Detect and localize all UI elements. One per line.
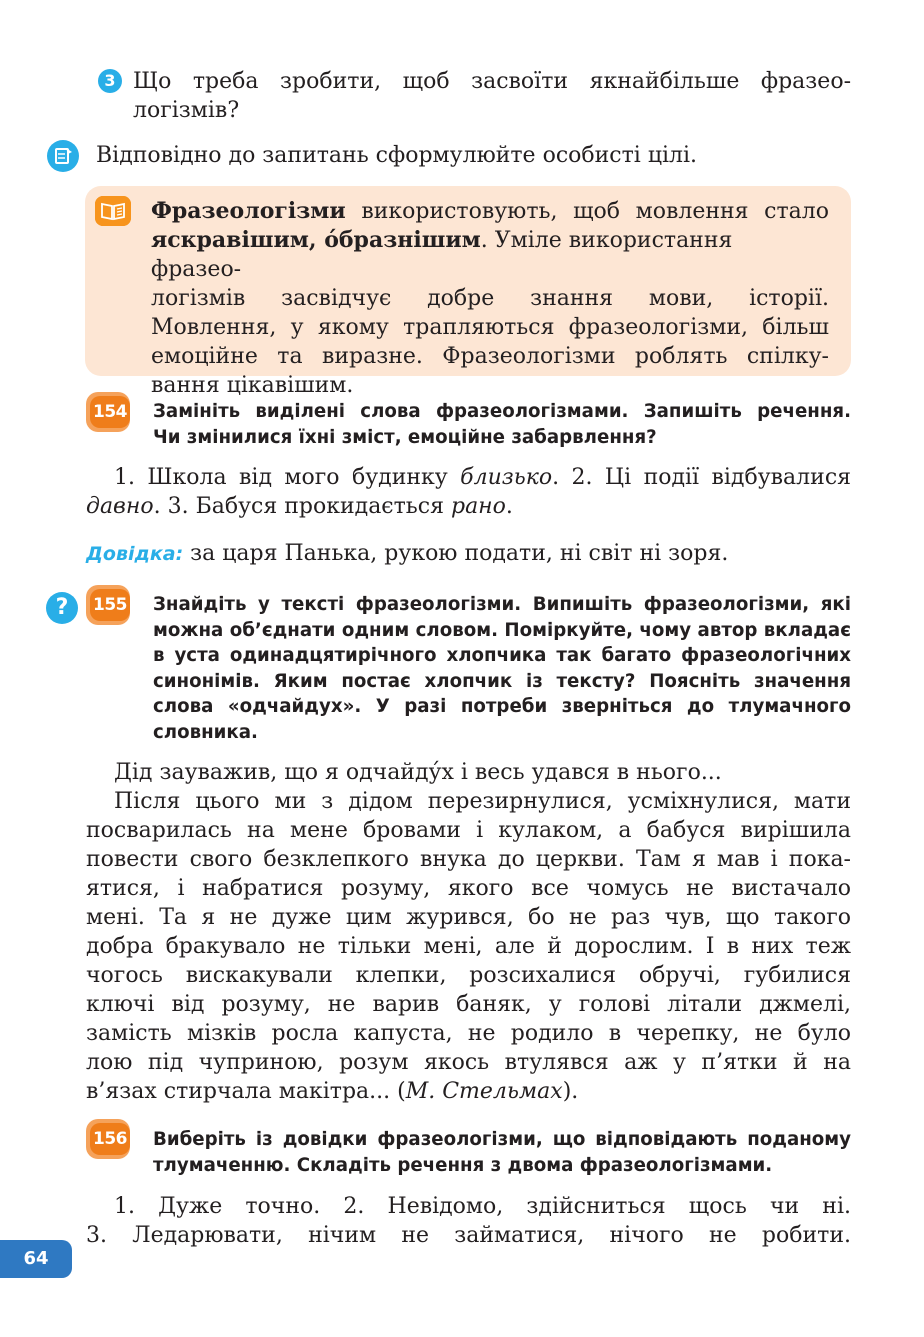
text-line: чогось вискакували клепки, розсихалися обручі, губилися [86, 963, 851, 988]
text-fragment: в’язах стирчала макітра... ( [86, 1079, 406, 1104]
exercise-154-task [153, 399, 851, 450]
exercise-number: 154 [90, 396, 130, 428]
text-line: ключі від розуму, не варив баняк, у голові літали джмелі, [86, 992, 851, 1017]
task-line: в уста одинадцятирічного хлопчика так багато фразеологічних [153, 645, 851, 666]
book-icon [95, 196, 131, 226]
highlighted-word: близько [460, 465, 553, 490]
rule-line: Мовлення, у якому трапляються фразеологізми, більш [151, 315, 829, 340]
task-line: можна об’єднати одним словом. Поміркуйте, чому автор вкладає [153, 619, 851, 641]
rule-emphasis: яскравішим, о́бразнішим [151, 227, 481, 253]
hint-text: за царя Панька, рукою подати, ні світ ні зоря. [183, 541, 729, 566]
text-line: Дід зауважив, що я одчайду́х і весь удався в нього... [114, 760, 722, 785]
goals-icon [47, 140, 79, 172]
rule-line: вання цікавішим. [151, 373, 354, 398]
task-line: тлумаченню. Складіть речення з двома фразеологізмами. [153, 1154, 773, 1176]
exercise-155-text [86, 758, 851, 1106]
hint-label: Довідка: [86, 543, 184, 565]
text-line: повести свого безклепкого внука до церкви. Там я мав і пока- [86, 847, 851, 872]
exercise-154-sentences [86, 463, 851, 521]
question-3-text [133, 67, 851, 125]
exercise-number: 156 [90, 1123, 130, 1155]
text-line: лою під чуприною, розум якось втулявся аж у п’ятки й на [86, 1050, 851, 1075]
question-3-line-2: логізмів? [133, 98, 240, 123]
text-line: замість мізків росла капуста, не родило в черепку, не було [86, 1021, 851, 1046]
rule-line: логізмів засвідчує добре знання мови, історії. [151, 286, 829, 311]
exercise-155-task [153, 592, 851, 745]
question-mark-icon: ? [46, 592, 78, 624]
rule-line [151, 197, 829, 226]
page-number: 64 [0, 1240, 72, 1278]
author-name: М. Стельмах [405, 1079, 563, 1104]
rule-text-fragment: використовують, щоб мовлення стало [345, 199, 829, 224]
task-line: Чи змінилися їхні зміст, емоційне забарвлення? [153, 426, 657, 448]
rule-term: Фразеологізми [151, 198, 346, 224]
text-line: ятися, і набратися розуму, якого все чомусь не вистачало [86, 876, 851, 901]
task-line: слова «одчайдух». У разі потреби зверніться до тлумачного [153, 696, 851, 717]
exercise-156-badge [86, 1119, 130, 1159]
task-line: словника. [153, 721, 258, 743]
item-line: 1. Дуже точно. 2. Невідомо, здійсниться щось чи ні. [114, 1194, 851, 1219]
text-fragment: . 2. Ці події відбувалися [552, 465, 852, 490]
exercise-154-badge [86, 392, 130, 432]
text-fragment: ). [562, 1079, 579, 1104]
exercise-155-badge [86, 585, 130, 625]
item-line: 3. Ледарювати, нічим не займатися, нічого не робити. [86, 1223, 851, 1248]
text-fragment: . 3. Бабуся прокидається [153, 494, 451, 519]
exercise-number: 155 [90, 589, 130, 621]
text-line: мені. Та я не дуже цим журився, бо не раз чув, що такого [86, 905, 851, 930]
text-line [86, 1077, 851, 1106]
exercise-156-items [86, 1192, 851, 1250]
hint-line [86, 539, 728, 569]
rule-line: емоційне та виразне. Фразеологізми роблять спілку- [151, 344, 829, 369]
sentence-line [86, 463, 851, 492]
text-fragment: . [505, 494, 513, 519]
highlighted-word: давно [86, 494, 154, 519]
question-number-badge: 3 [98, 69, 122, 93]
task-line: синонімів. Яким постає хлопчик із тексту? Поясніть значення [153, 670, 851, 692]
exercise-156-task [153, 1127, 851, 1178]
text-line: Після цього ми з дідом перезирнулися, усміхнулися, мати [114, 789, 851, 814]
text-line: посварилась на мене бровами і кулаком, а бабуся вирішила [86, 818, 851, 843]
task-line: Виберіть із довідки фразеологізми, що відповідають поданому [153, 1129, 851, 1150]
rule-text [151, 197, 829, 400]
task-line: Замініть виділені слова фразеологізмами. Запишіть речення. [153, 401, 851, 422]
text-fragment: 1. Школа від мого будинку [114, 465, 461, 490]
rule-line [151, 226, 829, 284]
sentence-line [86, 492, 851, 521]
text-line: добра бракувало не тільки мені, але й дорослим. І в них теж [86, 934, 851, 959]
task-line: Знайдіть у тексті фразеологізми. Випишіть фразеологізми, які [153, 594, 851, 615]
goals-instruction: Відповідно до запитань сформулюйте особисті цілі. [96, 143, 698, 168]
question-3-line-1: Що треба зробити, щоб засвоїти якнайбільше фразео- [133, 69, 851, 94]
rule-text-fragment: . Уміле використання фразео- [151, 228, 733, 282]
highlighted-word: рано [450, 494, 506, 519]
